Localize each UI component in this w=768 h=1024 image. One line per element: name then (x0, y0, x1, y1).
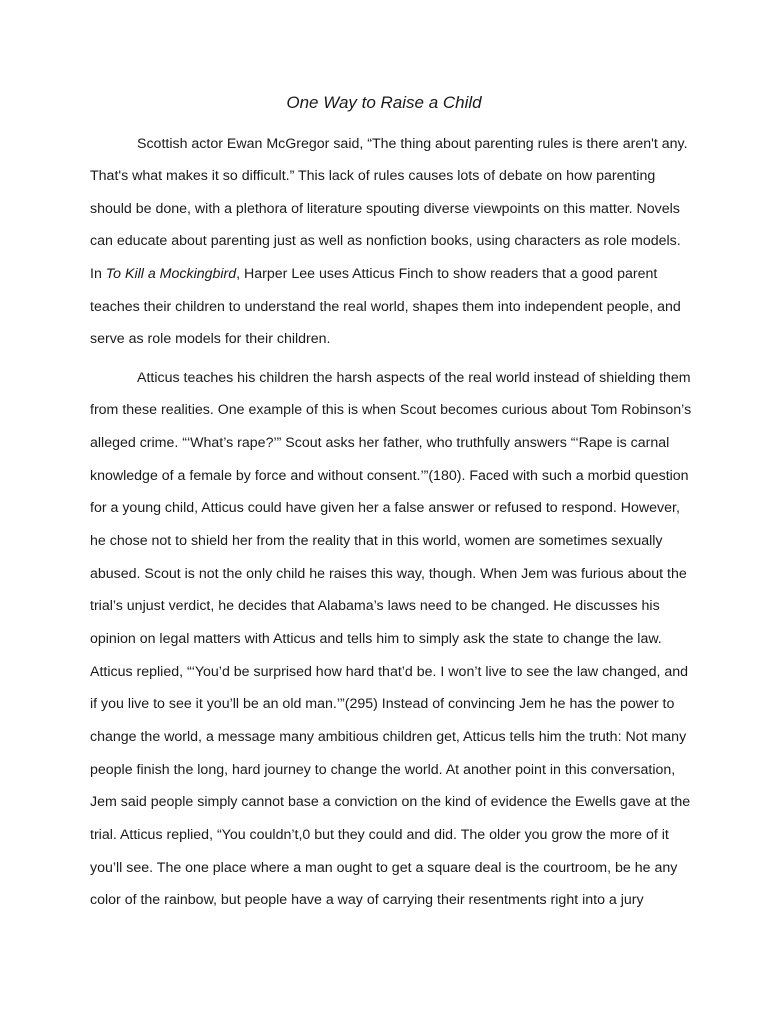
paragraph-2-line-7: abused. Scout is not the only child he raises this way, though. When Jem was furious about the (90, 566, 687, 582)
paragraph-1-line-5 (90, 265, 657, 283)
paragraph-2-line-6: he chose not to shield her from the reality that in this world, women are sometimes sexually (90, 533, 663, 549)
paragraph-2-line-17: color of the rainbow, but people have a way of carrying their resentments right into a jury (90, 892, 644, 908)
paragraph-1-line-2: That's what makes it so difficult.” This lack of rules causes lots of debate on how parenting (90, 168, 656, 184)
paragraph-2-line-1: Atticus teaches his children the harsh aspects of the real world instead of shielding them (137, 370, 691, 386)
paragraph-2-line-15: trial. Atticus replied, “You couldn’t,0 but they could and did. The older you grow the more of it (90, 827, 669, 843)
paragraph-2-line-10: Atticus replied, “‘You’d be surprised how hard that’d be. I won’t live to see the law changed, and (90, 664, 689, 680)
paragraph-2-line-9: opinion on legal matters with Atticus and tells him to simply ask the state to change the law. (90, 631, 662, 647)
paragraph-2-line-2: from these realities. One example of this is when Scout becomes curious about Tom Robinson’s (90, 402, 692, 418)
paragraph-2-line-11: if you live to see it you’ll be an old man.’”(295) Instead of convincing Jem he has the power to (90, 696, 675, 712)
document-title: One Way to Raise a Child (286, 93, 482, 112)
paragraph-2-line-14: Jem said people simply cannot base a conviction on the kind of evidence the Ewells gave at the (90, 794, 691, 810)
paragraph-1-line-4: can educate about parenting just as well as nonfiction books, using characters as role models. (90, 233, 681, 249)
line-text-before: In (90, 266, 106, 282)
paragraph-1-line-3: should be done, with a plethora of literature spouting diverse viewpoints on this matter. Novels (90, 201, 680, 217)
paragraph-2-line-16: you’ll see. The one place where a man ought to get a square deal is the courtroom, be he any (90, 860, 678, 876)
paragraph-1-line-7: serve as role models for their children. (90, 331, 331, 347)
book-title: To Kill a Mockingbird (105, 266, 237, 282)
paragraph-2-line-12: change the world, a message many ambitious children get, Atticus tells him the truth: Not many (90, 729, 687, 745)
paragraph-1-line-6: teaches their children to understand the real world, shapes them into independent people, and (90, 299, 681, 315)
paragraph-2-line-8: trial’s unjust verdict, he decides that Alabama’s laws need to be changed. He discusses his (90, 598, 660, 614)
paragraph-2-line-3: alleged crime. “‘What’s rape?’” Scout asks her father, who truthfully answers “‘Rape is carnal (90, 435, 670, 451)
paragraph-1-line-1: Scottish actor Ewan McGregor said, “The thing about parenting rules is there aren't any. (137, 136, 688, 152)
paragraph-2-line-5: for a young child, Atticus could have given her a false answer or refused to respond. However, (90, 500, 680, 516)
paragraph-2-line-13: people finish the long, hard journey to change the world. At another point in this conversation, (90, 762, 676, 778)
paragraph-2-line-4: knowledge of a female by force and without consent.’”(180). Faced with such a morbid question (90, 468, 689, 484)
line-text-after: , Harper Lee uses Atticus Finch to show readers that a good parent (236, 266, 658, 282)
